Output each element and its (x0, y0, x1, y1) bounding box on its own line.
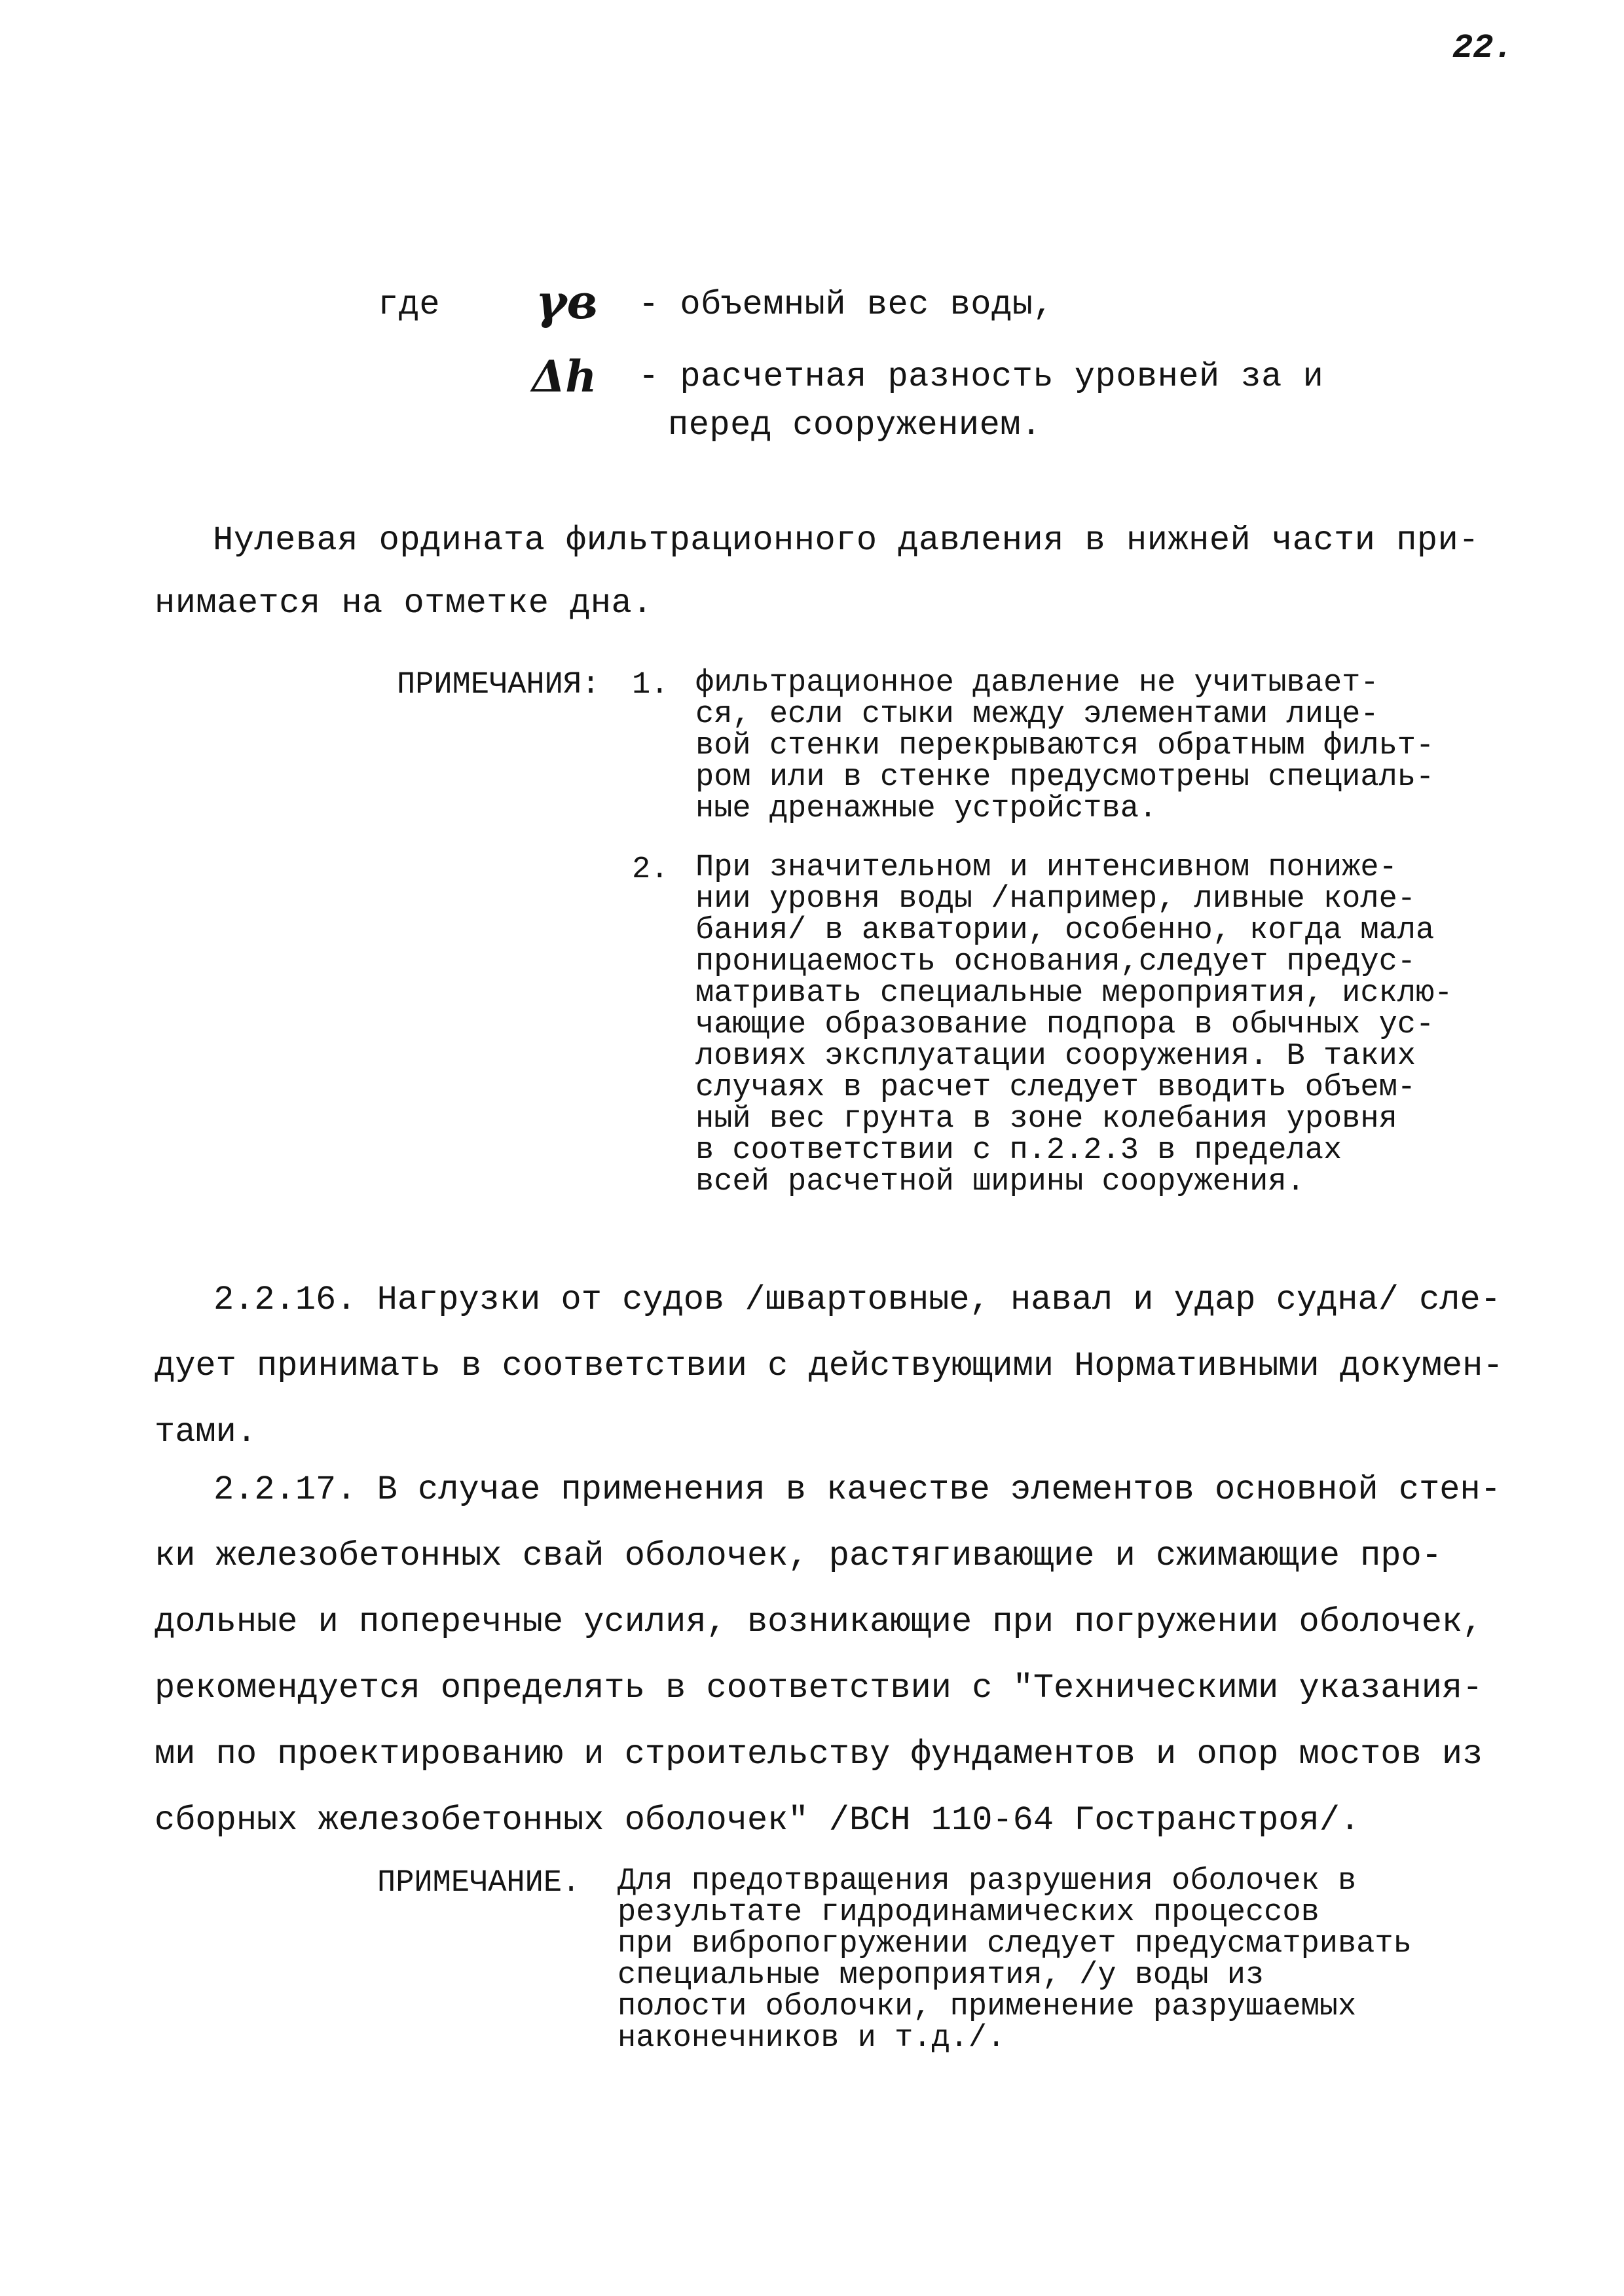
note-2-line: матривать специальные мероприятия, исклю- (695, 976, 1453, 1011)
note-label: ПРИМЕЧАНИЕ. (377, 1866, 581, 1901)
page-number: 22. (1452, 29, 1514, 67)
note-1-number: 1. (632, 668, 669, 702)
note-2-text (695, 852, 1452, 1198)
note-1-line: вой стенки перекрываются обратным фильт- (695, 729, 1435, 763)
note-2-line: проницаемость основания,следует предус- (695, 945, 1416, 979)
note-2-line: в соответствии с п.2.2.3 в пределах (695, 1133, 1342, 1168)
note-1-text (695, 668, 1434, 825)
note-line: наконечников и т.д./. (618, 2021, 1006, 2056)
note-text (618, 1866, 1412, 2054)
note-line: Для предотвращения разрушения оболочек в (618, 1864, 1357, 1899)
gamma-symbol: γв (536, 274, 598, 329)
definition-level-difference-cont: перед сооружением. (668, 406, 1042, 445)
note-2-line: ный вес грунта в зоне колебания уровня (695, 1102, 1397, 1137)
definition-level-difference: - расчетная разность уровней за и (638, 357, 1324, 396)
where-label: где (378, 285, 441, 324)
section-2217-line: ки железобетонных свай оболочек, растягивающие и сжимающие про- (155, 1537, 1442, 1575)
note-2-line: нии уровня воды /например, ливные коле- (695, 882, 1416, 917)
section-2216-line: дует принимать в соответствии с действующими Нормативными докумен- (155, 1347, 1504, 1385)
note-2-line: бания/ в акватории, особенно, когда мала (695, 913, 1435, 948)
section-2217 (155, 1457, 1501, 1853)
note-line: при вибропогружении следует предусматривать (618, 1927, 1412, 1961)
section-2217-line: ми по проектированию и строительству фундаментов и опор мостов из (155, 1735, 1483, 1774)
note-line: результате гидродинамических процессов (618, 1895, 1320, 1930)
section-2216-line: 2.2.16. Нагрузки от судов /швартовные, навал и удар судна/ сле- (213, 1281, 1501, 1319)
note-2-line: случаях в расчет следует вводить объем- (695, 1070, 1416, 1105)
delta-h-symbol: Δh (532, 351, 597, 402)
note-line: специальные мероприятия, /у воды из (618, 1958, 1264, 1993)
note-2-line: ловиях эксплуатации сооружения. В таких (695, 1039, 1416, 1074)
definition-water-weight: - объемный вес воды, (638, 285, 1054, 324)
para-zero-line-1: Нулевая ордината фильтрационного давления в нижней части при- (213, 521, 1480, 560)
section-2217-line: рекомендуется определять в соответствии с "Техническими указания- (155, 1669, 1483, 1707)
note-2-number: 2. (632, 852, 669, 887)
section-2217-line: 2.2.17. В случае применения в качестве элементов основной стен- (213, 1470, 1501, 1509)
note-2-line: чающие образование подпора в обычных ус- (695, 1008, 1435, 1042)
note-2-line: При значительном и интенсивном пониже- (695, 850, 1397, 885)
para-zero-line-2: нимается на отметке дна. (155, 584, 653, 623)
notes-label: ПРИМЕЧАНИЯ: (397, 668, 600, 702)
note-1-line: ные дренажные устройства. (695, 792, 1158, 826)
note-1-line: фильтрационное давление не учитывает- (695, 666, 1379, 701)
section-2217-line: сборных железобетонных оболочек" /ВСН 110-64 Гостранстроя/. (155, 1801, 1361, 1840)
note-2-line: всей расчетной ширины сооружения. (695, 1165, 1305, 1199)
section-2216-line: тами. (155, 1413, 257, 1451)
section-2216 (155, 1267, 1504, 1465)
note-line: полости оболочки, применение разрушаемых (618, 1990, 1357, 2024)
note-1-line: ром или в стенке предусмотрены специаль- (695, 760, 1435, 795)
section-2217-line: дольные и поперечные усилия, возникающие при погружении оболочек, (155, 1603, 1483, 1641)
note-1-line: ся, если стыки между элементами лице- (695, 697, 1379, 732)
